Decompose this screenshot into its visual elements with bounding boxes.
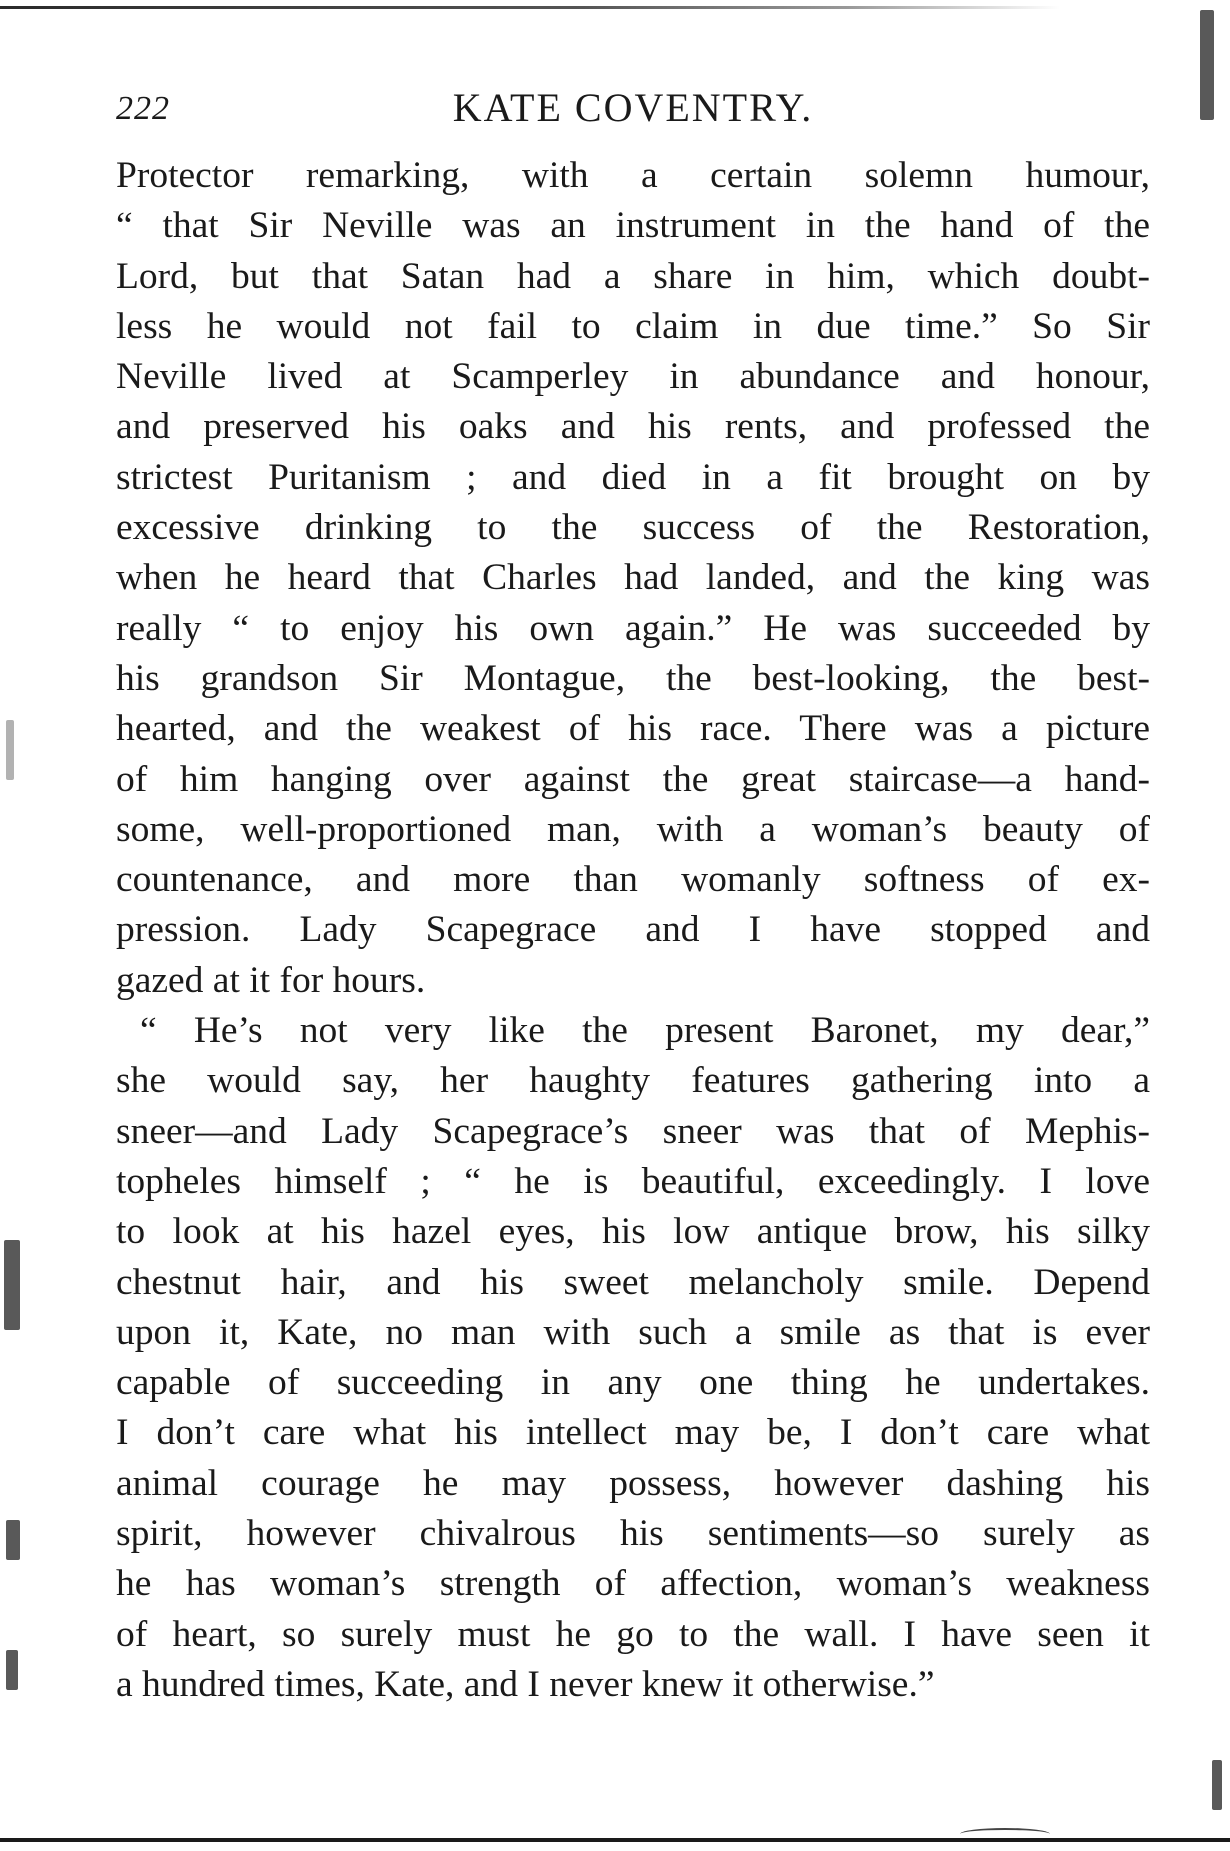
text-line-26: I don’t care what his intellect may be, I don’t care what xyxy=(116,1412,1150,1454)
text-line-27: animal courage he may possess, however dashing his xyxy=(116,1462,1150,1504)
scan-smudge-left-2 xyxy=(4,1240,20,1330)
text-line-3: Lord, but that Satan had a share in him, which doubt- xyxy=(116,255,1150,297)
text-line-9: when he heard that Charles had landed, and the king was xyxy=(116,557,1150,599)
text-line-21: topheles himself ; “ he is beautiful, exceedingly. I love xyxy=(116,1160,1150,1202)
text-line-25: capable of succeeding in any one thing he undertakes. xyxy=(116,1362,1150,1404)
scan-smudge-top-right xyxy=(1200,10,1214,120)
text-line-11: his grandson Sir Montague, the best-looking, the best- xyxy=(116,657,1150,699)
text-line-1: Protector remarking, with a certain solemn humour, xyxy=(116,155,1150,196)
text-line-7: strictest Puritanism ; and died in a fit brought on by xyxy=(116,456,1150,498)
scan-smudge-left-4 xyxy=(6,1650,18,1690)
page-header xyxy=(116,84,1150,134)
text-line-4: less he would not fail to claim in due time.” So Sir xyxy=(116,305,1150,347)
bottom-page-rule xyxy=(0,1838,1230,1842)
text-line-13: of him hanging over against the great staircase—a hand- xyxy=(116,758,1150,800)
text-line-20: sneer—and Lady Scapegrace’s sneer was that of Mephis- xyxy=(116,1110,1150,1152)
scan-smudge-left-1 xyxy=(6,720,14,780)
text-line-31: a hundred times, Kate, and I never knew it otherwise.” xyxy=(116,1663,935,1705)
scan-smudge-left-3 xyxy=(6,1520,20,1560)
top-page-rule xyxy=(0,6,1060,9)
text-line-23: chestnut hair, and his sweet melancholy smile. Depend xyxy=(116,1261,1150,1303)
text-line-14: some, well-proportioned man, with a woman’s beauty of xyxy=(116,808,1150,850)
text-line-15: countenance, and more than womanly softness of ex- xyxy=(116,859,1150,901)
scan-smudge-bottom-right xyxy=(1212,1760,1222,1810)
text-line-16: pression. Lady Scapegrace and I have stopped and xyxy=(116,909,1150,951)
text-line-2: “ that Sir Neville was an instrument in the hand of the xyxy=(116,205,1150,247)
text-line-24: upon it, Kate, no man with such a smile as that is ever xyxy=(116,1311,1150,1353)
text-line-22: to look at his hazel eyes, his low antique brow, his silky xyxy=(116,1211,1150,1253)
text-line-17: gazed at it for hours. xyxy=(116,959,426,1001)
page-text xyxy=(116,151,1150,1710)
text-line-18: “ He’s not very like the present Baronet, my dear,” xyxy=(140,1010,1150,1052)
page-number: 222 xyxy=(116,90,170,127)
running-title: KATE COVENTRY. xyxy=(452,85,814,130)
text-line-28: spirit, however chivalrous his sentiments—so surely as xyxy=(116,1513,1150,1555)
text-line-8: excessive drinking to the success of the Restoration, xyxy=(116,507,1150,549)
text-line-5: Neville lived at Scamperley in abundance and honour, xyxy=(116,356,1150,398)
text-line-12: hearted, and the weakest of his race. There was a picture xyxy=(116,708,1150,750)
text-line-19: she would say, her haughty features gathering into a xyxy=(116,1060,1150,1102)
text-line-10: really “ to enjoy his own again.” He was succeeded by xyxy=(116,607,1150,649)
text-line-30: of heart, so surely must he go to the wall. I have seen it xyxy=(116,1613,1150,1655)
text-line-29: he has woman’s strength of affection, woman’s weakness xyxy=(116,1563,1150,1605)
text-line-6: and preserved his oaks and his rents, and professed the xyxy=(116,406,1150,448)
